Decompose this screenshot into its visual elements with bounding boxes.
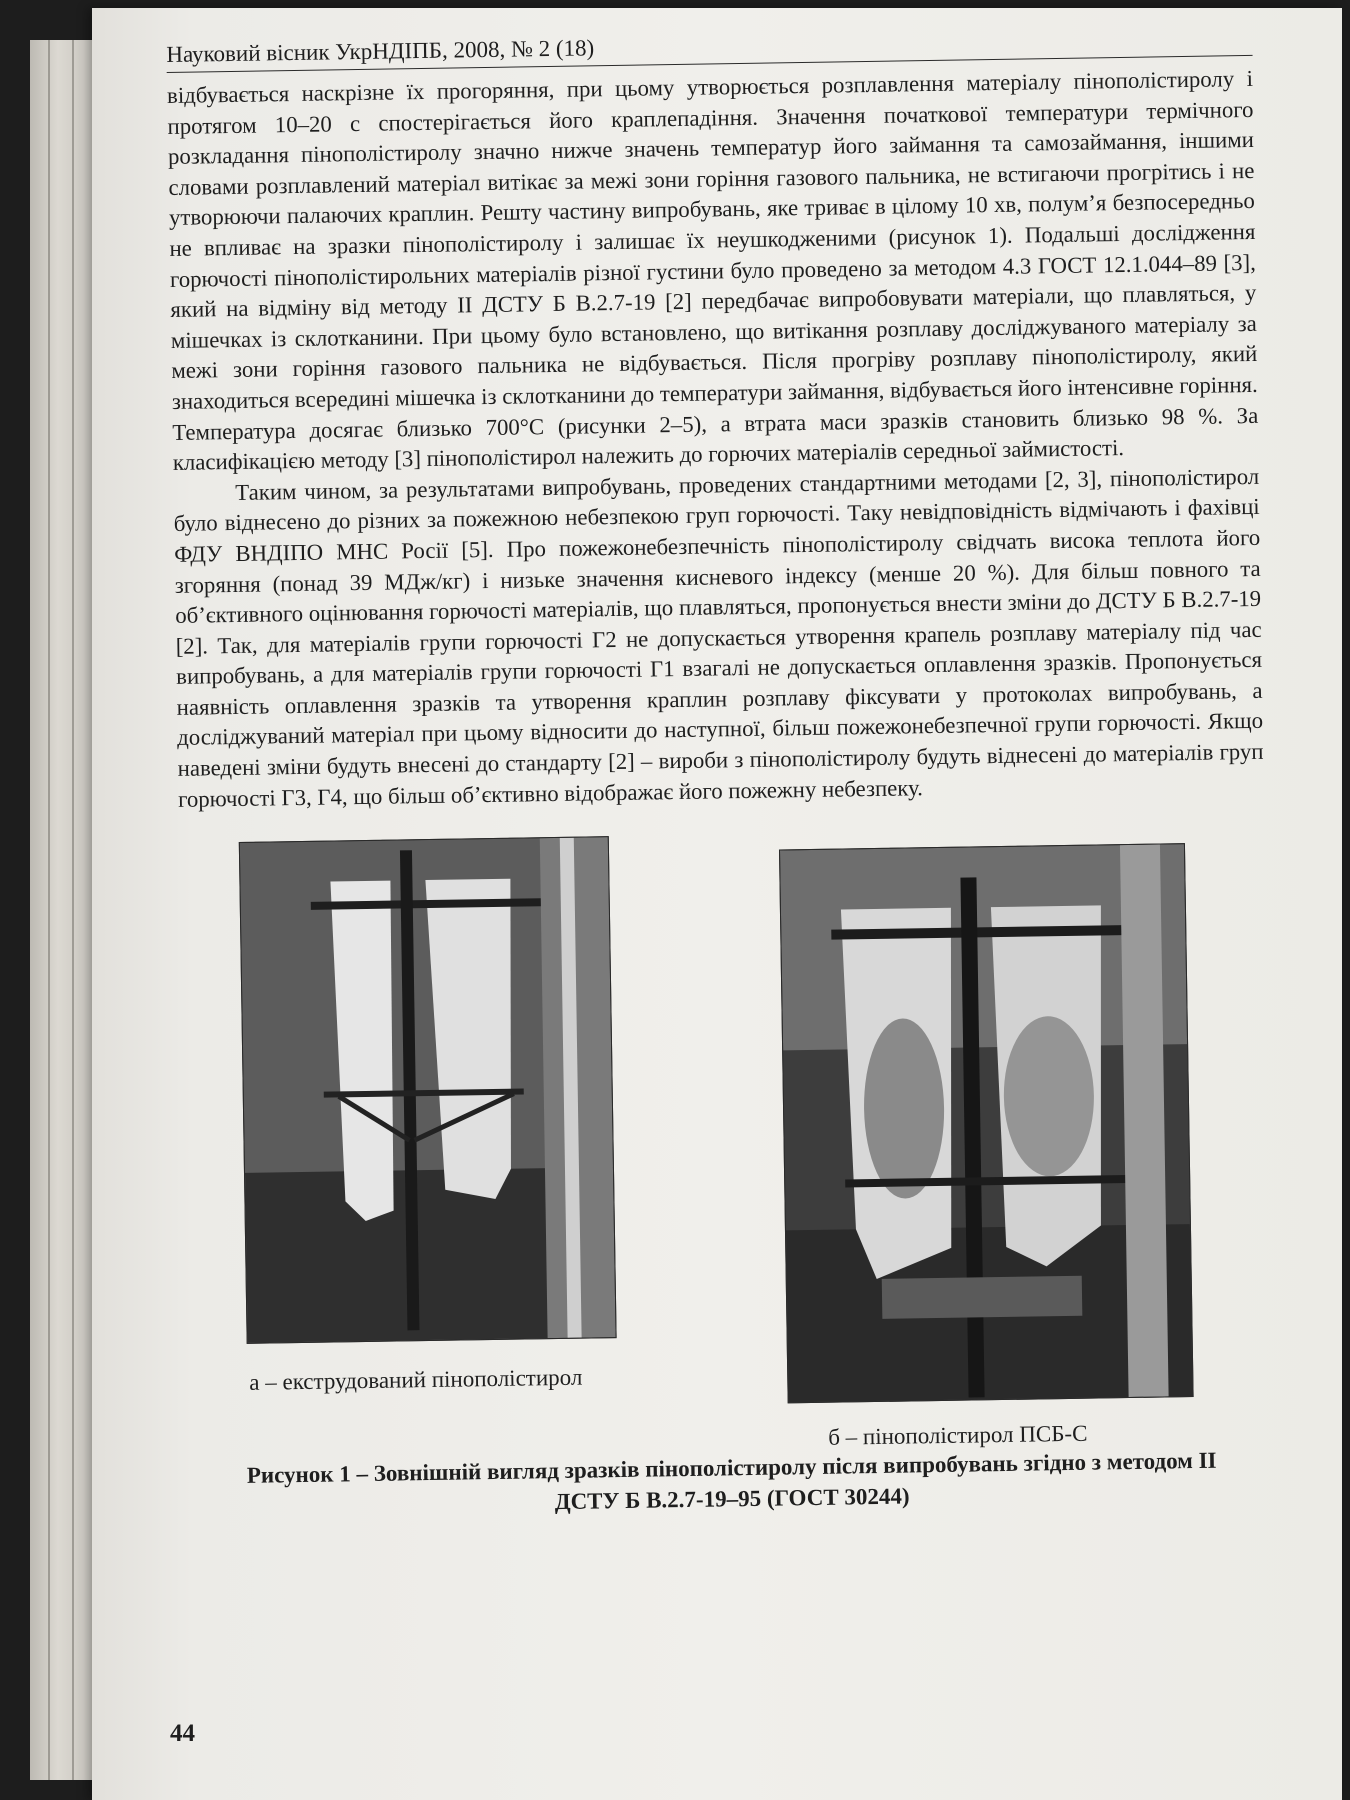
caption-b: б – пінополістирол ПСБ-С — [828, 1420, 1088, 1451]
book-page — [92, 8, 1342, 1800]
caption-a: а – екструдований пінополістирол — [249, 1364, 583, 1396]
book-page-edges — [30, 40, 100, 1780]
figure-caption — [189, 1444, 1276, 1523]
photo-extruded-polystyrene — [239, 836, 617, 1344]
page-content — [166, 11, 1275, 1523]
page-number: 44 — [170, 1720, 195, 1747]
journal-title: Науковий вісник УкрНДІПБ, 2008, № 2 (18) — [166, 35, 595, 67]
photo-psb-s-polystyrene — [779, 843, 1194, 1403]
paragraph-2: Таким чином, за результатами випробувань, проведених стандартними методами [2, 3], пінополістирол було віднесено до різних за пожежною небезпекою груп горючості. Таку невідповідність відмічають і фахівці ФДУ ВНДІПО МНС Росії [5]. Про пожежонебезпечність пінополістиролу свідчать висока теплота його згоряння (понад 39 МДж/кг) і низьке значення кисневого індексу (менше 20 %). Для більш повного та об’єктивного оцінювання горючості матеріалів, що плавляться, пропонується внести зміни до ДСТУ Б В.2.7-19 [2]. Так, для матеріалів групи горючості Г2 не допускається утворення крапель розплаву матеріалу під час випробувань, а для матеріалів групи горючості Г1 взагалі не допускається оплавлення зразків. Пропонується наявність оплавлення зразків та утворення краплин розплаву фіксувати у протоколах випробувань, а досліджуваний матеріал при цьому відносити до наступної, більш пожежонебезпечної групи горючості. Якщо наведені зміни будуть внесені до стандарту [2] – вироби з пінополістиролу будуть віднесені до матеріалів груп горючості Г3, Г4, що більш об’єктивно відображає його пожежну небезпеку. — [173, 463, 1264, 812]
figure-1 — [179, 816, 1274, 1451]
paragraph-1: відбувається наскрізне їх прогоряння, при цьому утворюється розплавлення матеріалу пінополістиролу і протягом 10–20 с спостерігається його краплепадіння. Значення початкової температури термічного розкладання пінополістиролу значно нижче значень температур його займання та самозаймання, іншими словами розплавлений матеріал витікає за межі зони горіння газового пальника, не встигаючи прогрітись і не утворюючи палаючих краплин. Решту частину випробувань, яке триває в цілому 10 хв, полум’я безпосередньо не впливає на зразки пінополістиролу і залишає їх неушкодженими (рисунок 1). Подальші дослідження горючості пінополістирольних матеріалів різної густини було проведено за методом 4.3 ГОСТ 12.1.044–89 [3], який на відміну від методу II ДСТУ Б В.2.7-19 [2] передбачає випробовувати матеріали, що плавляться, у мішечках із склотканини. При цьому було встановлено, що витікання розплаву досліджуваного матеріалу за межі зони горіння газового пальника не відбувається. Після прогріву розплаву пінополістиролу, який знаходиться всередині мішечка із склотканини до температури займання, відбувається його інтенсивне горіння. Температура досягає близько 700°C (рисунки 2–5), а втрата маси зразків становить близько 98 %. За класифікацією методу [3] пінополістирол належить до горючих матеріалів середньої займистості. — [166, 65, 1259, 476]
figure-caption-line-2: ДСТУ Б В.2.7-19–95 (ГОСТ 30244) — [554, 1483, 910, 1515]
body-text — [167, 64, 1264, 815]
running-header — [166, 11, 1253, 73]
figure-caption-line-1: Рисунок 1 – Зовнішній вигляд зразків пінополістиролу після випробувань згідно з методом II — [246, 1447, 1217, 1489]
